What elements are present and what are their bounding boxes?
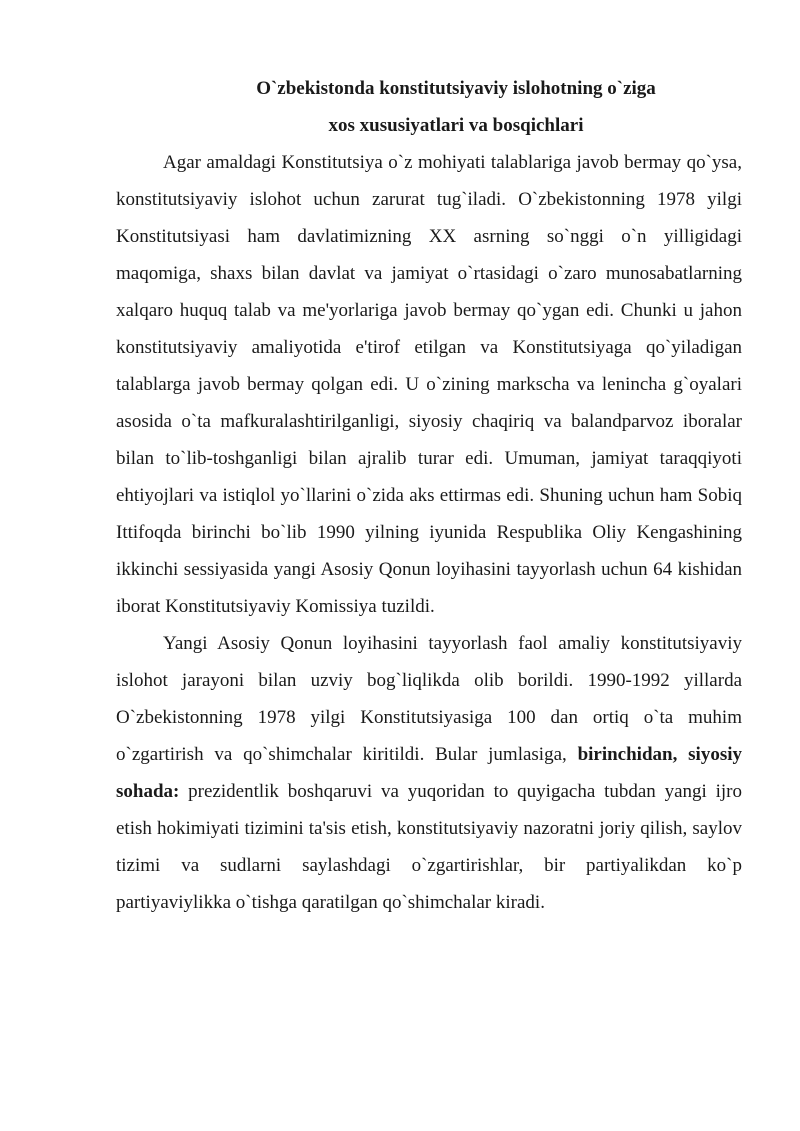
paragraph-2-bold-phrase: birinchidan, siyosiy sohada: bbox=[116, 744, 742, 802]
paragraph-2 bbox=[116, 625, 742, 921]
paragraph-2-text-end: prezidentlik boshqaruvi va yuqoridan to quyigacha tubdan yangi ijro etish hokimiyati tizimini ta'sis etish, konstitutsiyaviy nazoratni joriy qilish, saylov tizimi va sudlarni saylashdagi o`zgartirishlar, bir partiyalikdan ko`p partiyaviylikka o`tishga qaratilgan qo`shimchalar kiradi. bbox=[116, 781, 742, 913]
paragraph-1: Agar amaldagi Konstitutsiya o`z mohiyati talablariga javob bermay qo`ysa, konstitutsiyaviy islohot uchun zarurat tug`iladi. O`zbekistonning 1978 yilgi Konstitutsiyasi ham davlatimizning XX asrning so`nggi o`n yilligidagi maqomiga, shaxs bilan davlat va jamiyat o`rtasidagi o`zaro munosabatlarning xalqaro huquq talab va me'yorlariga javob bermay qo`ygan edi. Chunki u jahon konstitutsiyaviy amaliyotida e'tirof etilgan va Konstitutsiyaga qo`yiladigan talablarga javob bermay qolgan edi. U o`zining markscha va lenincha g`oyalari asosida o`ta mafkuralashtirilganligi, siyosiy chaqiriq va balandparvoz iboralar bilan to`lib-toshganligi bilan ajralib turar edi. Umuman, jamiyat taraqqiyoti ehtiyojlari va istiqlol yo`llarini o`zida aks ettirmas edi. Shuning uchun ham Sobiq Ittifoqda birinchi bo`lib 1990 yilning iyunida Respublika Oliy Kengashining ikkinchi sessiyasida yangi Asosiy Qonun loyihasini tayyorlash uchun 64 kishidan iborat Konstitutsiyaviy Komissiya tuzildi. bbox=[116, 152, 742, 617]
document-page bbox=[116, 70, 742, 921]
document-title-line-1: O`zbekistonda konstitutsiyaviy islohotning o`ziga bbox=[256, 78, 656, 99]
paragraph-2-text-start: Yangi Asosiy Qonun loyihasini tayyorlash faol amaliy konstitutsiyaviy islohot jarayoni bilan uzviy bog`liqlikda olib borildi. 1990-1992 yillarda O`zbekistonning 1978 yilgi Konstitutsiyasiga 100 dan ortiq o`ta muhim o`zgartirish va qo`shimchalar kiritildi. Bular jumlasiga, bbox=[116, 633, 742, 765]
document-title-line-2: xos xususiyatlari va bosqichlari bbox=[328, 115, 584, 136]
